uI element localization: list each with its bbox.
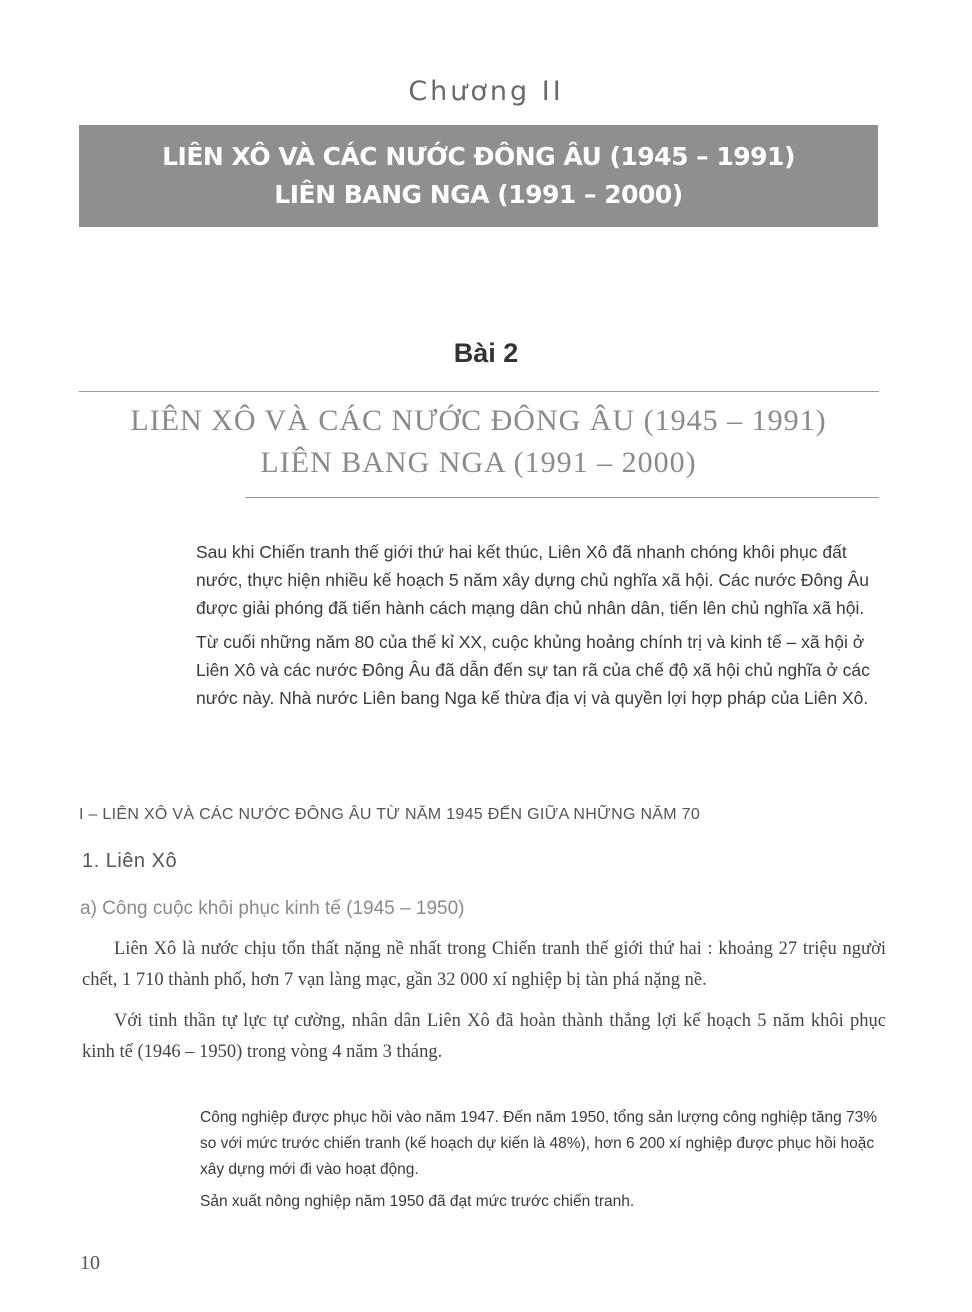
subsection-heading: 1. Liên Xô bbox=[82, 850, 178, 872]
lesson-title-line-2: LIÊN BANG NGA (1991 – 2000) bbox=[260, 446, 697, 479]
body-paragraph-2: Với tinh thần tự lực tự cường, nhân dân Liên Xô đã hoàn thành thắng lợi kế hoạch 5 năm khôi phục kinh tế (1946 – 1950) trong vòng 4 năm 3 tháng. bbox=[82, 1011, 886, 1062]
subsubsection-heading: a) Công cuộc khôi phục kinh tế (1945 – 1950) bbox=[80, 898, 465, 919]
lesson-number: Bài 2 bbox=[453, 338, 519, 368]
detail-paragraph-2: Sản xuất nông nghiệp năm 1950 đã đạt mức trước chiến tranh. bbox=[200, 1193, 635, 1210]
page-number: 10 bbox=[80, 1252, 100, 1274]
chapter-title-line-2: LIÊN BANG NGA (1991 – 2000) bbox=[274, 180, 683, 209]
lesson-title bbox=[79, 400, 878, 484]
lesson-title-line-1: LIÊN XÔ VÀ CÁC NƯỚC ĐÔNG ÂU (1945 – 1991) bbox=[130, 404, 827, 437]
lesson-title-top-rule bbox=[79, 391, 879, 392]
chapter-label: Chương II bbox=[408, 76, 564, 107]
body-paragraph-1: Liên Xô là nước chịu tổn thất nặng nề nhất trong Chiến tranh thế giới thứ hai : khoảng 27 triệu người chết, 1 710 thành phố, hơn 7 vạn làng mạc, gần 32 000 xí nghiệp bị tàn phá nặng nề. bbox=[82, 939, 886, 990]
detail-note bbox=[200, 1105, 890, 1221]
section-heading: I – LIÊN XÔ VÀ CÁC NƯỚC ĐÔNG ÂU TỪ NĂM 1945 ĐẾN GIỮA NHỮNG NĂM 70 bbox=[79, 806, 701, 823]
detail-paragraph-1: Công nghiệp được phục hồi vào năm 1947. Đến năm 1950, tổng sản lượng công nghiệp tăng 73% so với mức trước chiến tranh (kế hoạch dự kiến là 48%), hơn 6 200 xí nghiệp được phục hồi hoặc xây dựng mới đi vào hoạt động. bbox=[200, 1109, 878, 1178]
intro-paragraph-2: Từ cuối những năm 80 của thế kỉ XX, cuộc khủng hoảng chính trị và kinh tế – xã hội ở Liên Xô và các nước Đông Âu đã dẫn đến sự tan rã của chế độ xã hội chủ nghĩa ở các nước này. Nhà nước Liên bang Nga kế thừa địa vị và quyền lợi hợp pháp của Liên Xô. bbox=[196, 632, 870, 708]
body-text bbox=[82, 934, 886, 1078]
lesson-title-bottom-rule bbox=[245, 497, 879, 498]
intro-paragraph-1: Sau khi Chiến tranh thế giới thứ hai kết thúc, Liên Xô đã nhanh chóng khôi phục đất nước, thực hiện nhiều kế hoạch 5 năm xây dựng chủ nghĩa xã hội. Các nước Đông Âu được giải phóng đã tiến hành cách mạng dân chủ nhân dân, tiến lên chủ nghĩa xã hội. bbox=[196, 542, 869, 618]
chapter-title-line-1: LIÊN XÔ VÀ CÁC NƯỚC ĐÔNG ÂU (1945 – 1991) bbox=[162, 142, 795, 171]
chapter-title-banner bbox=[79, 125, 878, 227]
lesson-introduction bbox=[196, 538, 884, 718]
